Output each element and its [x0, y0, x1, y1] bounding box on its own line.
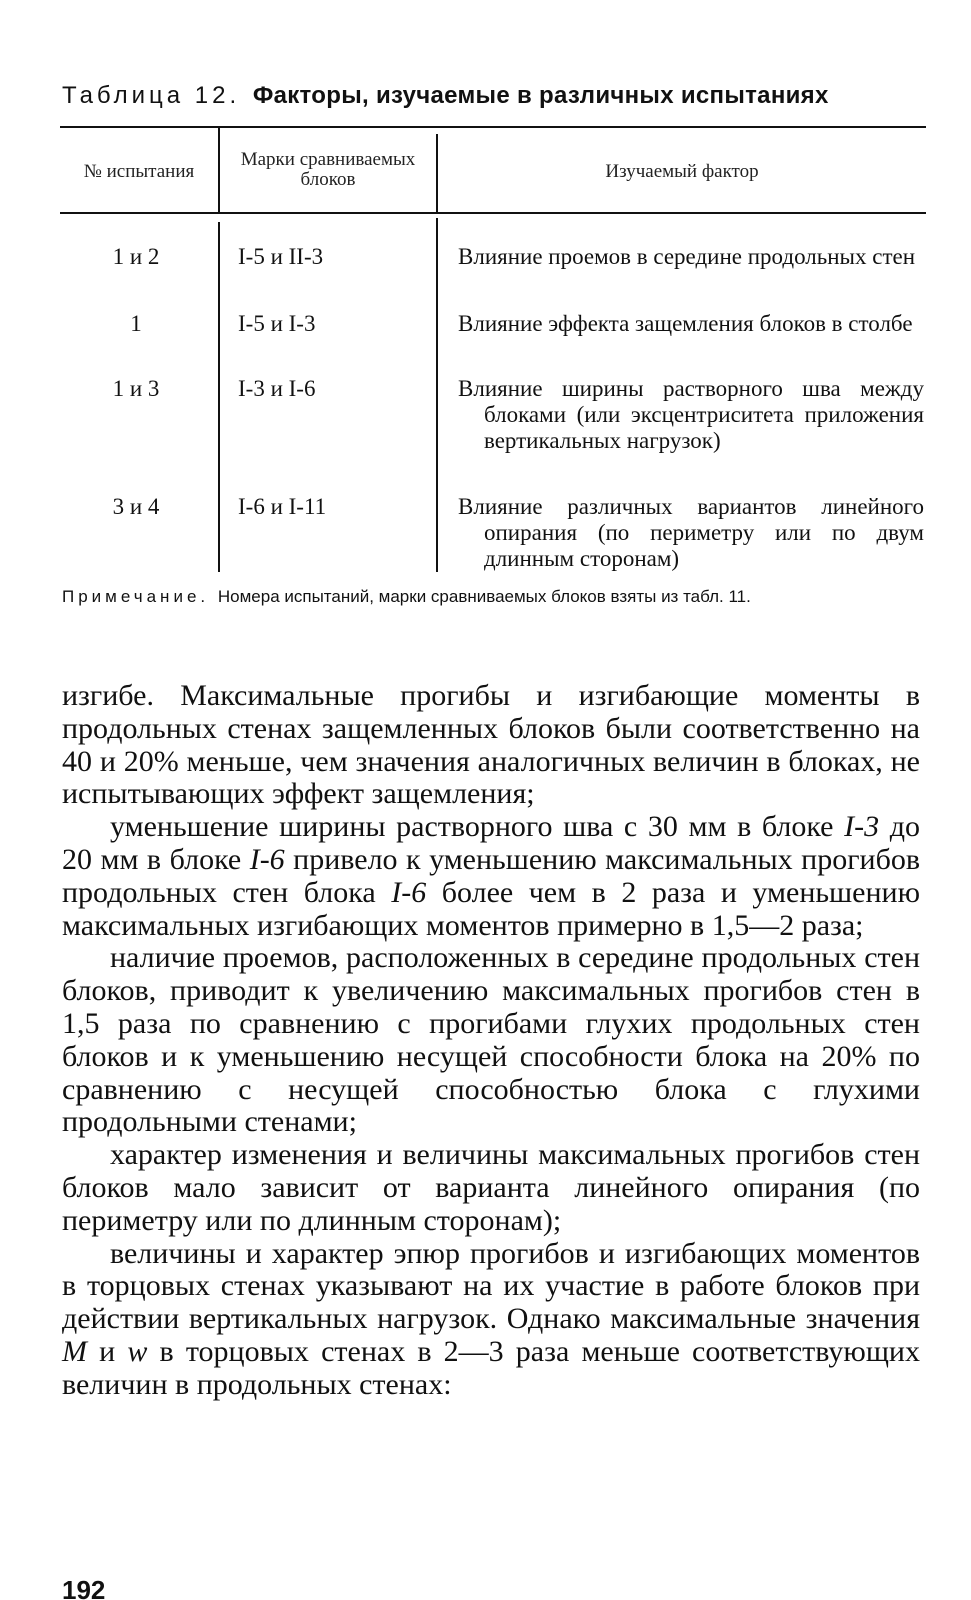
table-cell-factor: Влияние эффекта защемления блоков в столбе: [458, 311, 913, 336]
table-caption: [62, 80, 942, 112]
symbol-w: w: [127, 1334, 148, 1368]
table-cell-test: 1 и 2: [112, 244, 160, 269]
table-cell-test: 3 и 4: [112, 494, 160, 519]
symbol-m: М: [62, 1334, 87, 1368]
table-cell-marks: I-5 и II-3: [238, 244, 324, 269]
table-column-divider: [218, 222, 220, 572]
text-run: привело к уменьшению максимальных прогибов продольных стен блока: [62, 842, 920, 909]
table-caption-title: Факторы, изучаемые в различных испытаниях: [252, 82, 829, 109]
table-cell-factor: Влияние ширины растворного шва между блоками (или эксцентриситета приложения вертикальных нагрузок): [458, 376, 924, 453]
text-run: более чем в 2 раза и уменьшению максимальных изгибающих моментов примерно в 1,5—2 раза;: [62, 875, 920, 942]
table-cell-factor: Влияние различных вариантов линейного опирания (по периметру или по двум длинным сторонам): [458, 494, 924, 571]
table-cell-factor: Влияние проемов в середине продольных стен: [458, 244, 916, 269]
header-block-marks: Марки сравниваемых блоков: [240, 149, 416, 190]
table-cell-marks: I-6 и I-11: [238, 494, 327, 519]
paragraph: [62, 1238, 920, 1402]
text-run: величины и характер эпюр прогибов и изгибающих моментов в торцовых стенах указывают на их участие в работе блоков при действии вертикальных нагрузок. Однако максимальные значения: [62, 1236, 920, 1336]
text-run: до 20 мм в блоке: [62, 810, 920, 876]
table-caption-label: Таблица 12.: [62, 82, 241, 109]
table-note-label: Примечание.: [62, 587, 210, 606]
paragraph: [62, 811, 920, 942]
table-note: [62, 586, 924, 608]
table-column-divider: [436, 218, 438, 572]
header-test-number: № испытания: [83, 161, 195, 182]
table-note-text: Номера испытаний, марки сравниваемых блоков взяты из табл. 11.: [217, 587, 751, 606]
table-top-rule: [60, 126, 926, 128]
block-mark: I-6: [249, 842, 285, 876]
page-number: 192: [62, 1575, 106, 1600]
header-factor: Изучаемый фактор: [605, 161, 759, 182]
text-run: в торцовых стенах в 2—3 раза меньше соответствующих величин в продольных стенах:: [62, 1334, 920, 1401]
paragraph: изгибе. Максимальные прогибы и изгибающие моменты в продольных стенах защемленных блоков были соответственно на 40 и 20% меньше, чем значения аналогичных величин в блоках, не испытывающих эффект защемления;: [62, 679, 920, 811]
block-mark: I-6: [391, 875, 427, 909]
paragraph: наличие проемов, расположенных в середине продольных стен блоков, приводит к увеличению максимальных прогибов стен в 1,5 раза по сравнению с прогибами глухих продольных стен блоков и к уменьшению несущей способности блока на 20% по сравнению с несущей способностью блока с глухими продольными стенами;: [62, 941, 920, 1139]
block-mark: I-3: [844, 810, 880, 844]
paragraph: характер изменения и величины максимальных прогибов стен блоков мало зависит от варианта линейного опирания (по периметру или по длинным сторонам);: [62, 1138, 920, 1237]
table-header-rule: [60, 212, 926, 214]
text-run: уменьшение ширины растворного шва с 30 мм в блоке: [110, 810, 845, 844]
table-cell-marks: I-5 и I-3: [238, 311, 316, 336]
body-text: [62, 680, 920, 1402]
table-cell-test: 1 и 3: [112, 376, 160, 401]
table-cell-test: 1: [130, 311, 142, 336]
text-run: и: [87, 1334, 128, 1368]
table-cell-marks: I-3 и I-6: [238, 376, 316, 401]
